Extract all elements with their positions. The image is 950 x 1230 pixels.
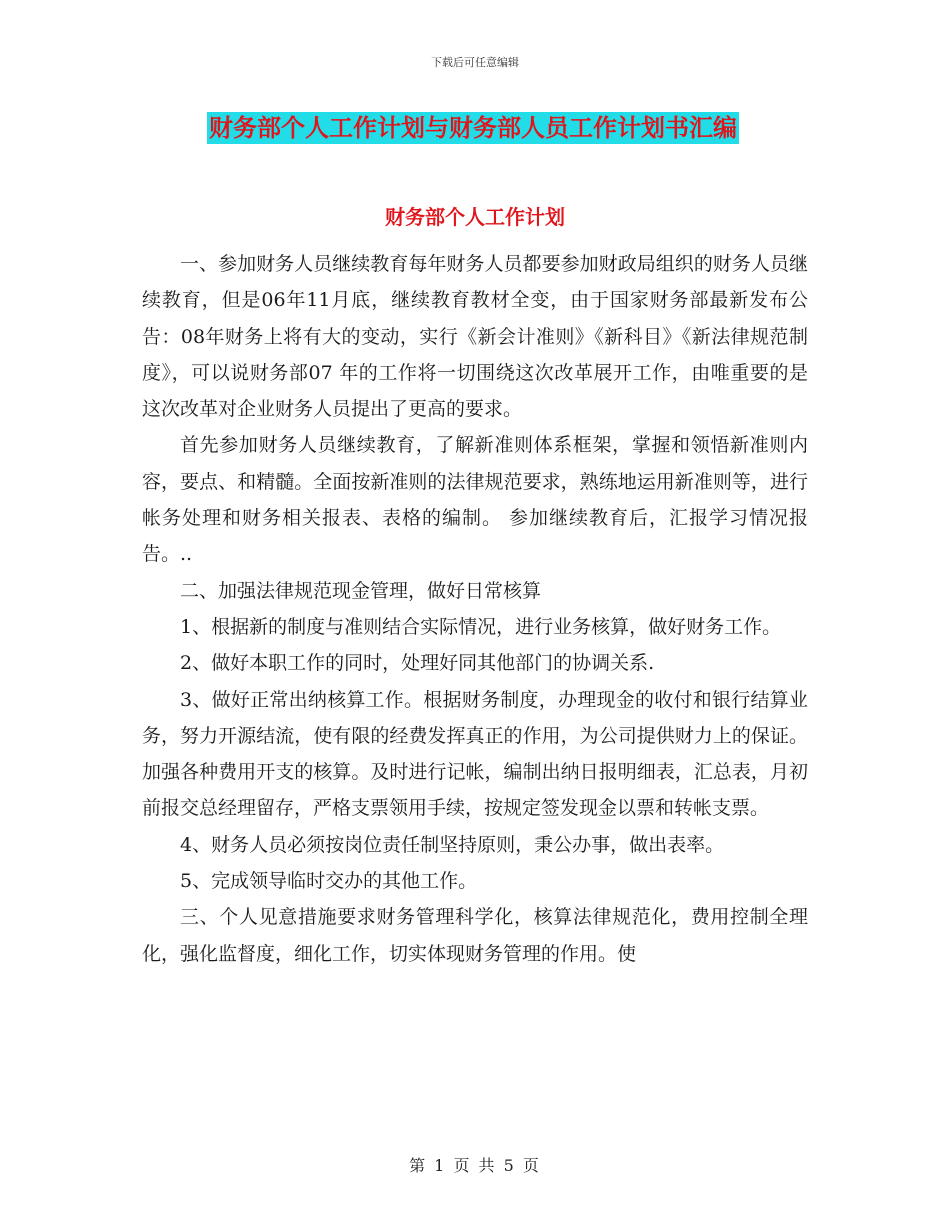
paragraph: 三、个人见意措施要求财务管理科学化，核算法律规范化，费用控制全理化，强化监督度，细化工作，切实体现财务管理的作用。使: [142, 906, 808, 965]
paragraph: 一、参加财务人员继续教育每年财务人员都要参加财政局组织的财务人员继续教育，但是06年11月底，继续教育教材全变，由于国家财务部最新发布公告：08年财务上将有大的变动，实行《新会计准则》《新科目》《新法律规范制度》，可以说财务部07 年的工作将一切围绕这次改革展开工作，由唯重要的是这次改革对企业财务人员提出了更高的要求。: [142, 253, 808, 421]
page-header-note: 下载后可任意编辑: [431, 56, 519, 69]
paragraph: 2、做好本职工作的同时，处理好同其他部门的协调关系.: [180, 652, 655, 675]
paragraph: 首先参加财务人员继续教育，了解新准则体系框架，掌握和领悟新准则内容，要点、和精髓。全面按新准则的法律规范要求，熟练地运用新准则等，进行帐务处理和财务相关报表、表格的编制。 参加继续教育后，汇报学习情况报告。..: [142, 434, 808, 566]
paragraph: 5、完成领导临时交办的其他工作。: [180, 870, 478, 893]
paragraph: 3、做好正常出纳核算工作。根据财务制度，办理现金的收付和银行结算业务，努力开源结流，使有限的经费发挥真正的作用，为公司提供财力上的保证。加强各种费用开支的核算。及时进行记帐，编制出纳日报明细表，汇总表，月初前报交总经理留存，严格支票领用手续，按规定签发现金以票和转帐支票。: [142, 688, 808, 820]
paragraph: 1、根据新的制度与准则结合实际情况，进行业务核算，做好财务工作。: [180, 615, 782, 638]
page-number-footer: 第 1 页 共 5 页: [409, 1156, 541, 1175]
section-title: 财务部个人工作计划: [385, 205, 565, 229]
document-title: 财务部个人工作计划与财务部人员工作计划书汇编: [209, 114, 737, 142]
paragraph: 4、财务人员必须按岗位责任制坚持原则，秉公办事，做出表率。: [180, 833, 725, 856]
document-body: [142, 246, 808, 972]
paragraph: 二、加强法律规范现金管理，做好日常核算: [180, 579, 542, 602]
